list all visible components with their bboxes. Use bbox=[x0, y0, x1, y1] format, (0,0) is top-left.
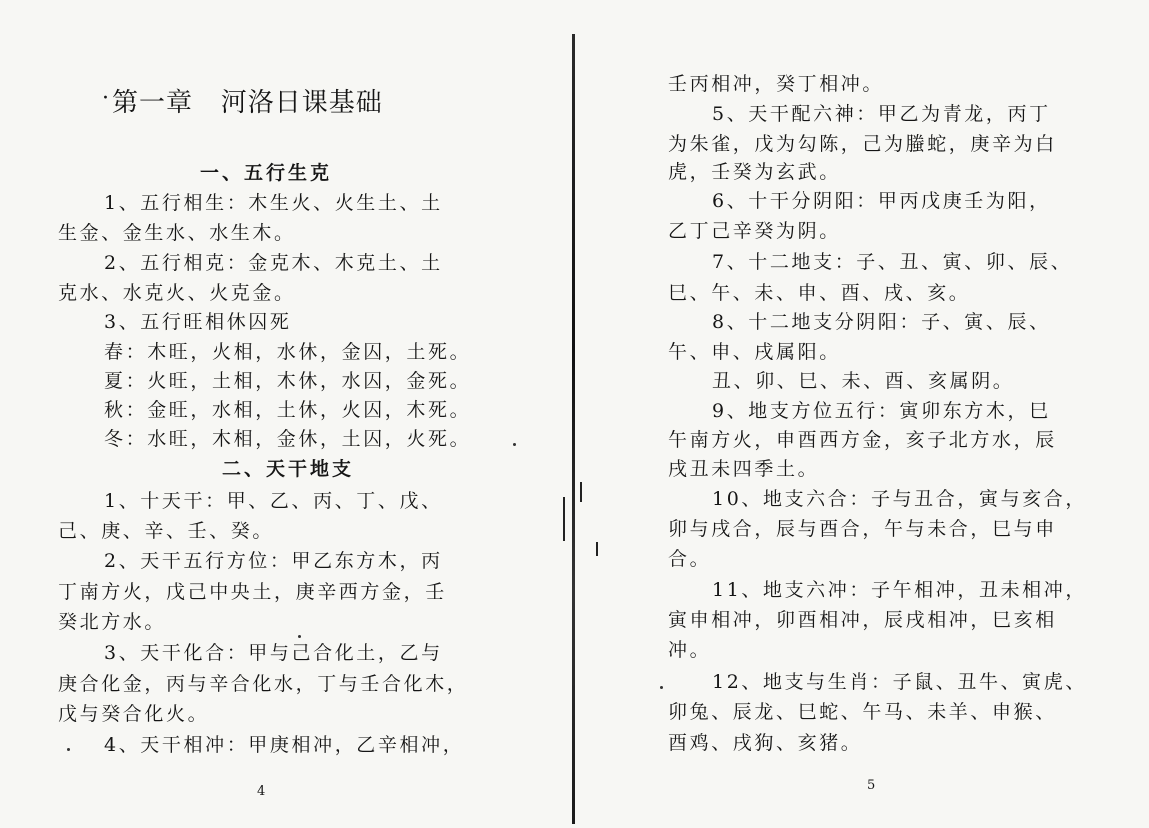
page-number: 4 bbox=[257, 784, 266, 799]
text-line: 克水、水克火、火克金。 bbox=[58, 282, 296, 304]
text-line: 丑、卯、巳、未、酉、亥属阴。 bbox=[712, 370, 1015, 392]
text-line: 乙丁己辛癸为阴。 bbox=[668, 220, 841, 242]
book-gutter bbox=[572, 34, 575, 824]
text-line: 巳、午、未、申、酉、戌、亥。 bbox=[668, 282, 971, 304]
text-line: 为朱雀，戊为勾陈，己为螣蛇，庚辛为白 bbox=[668, 133, 1057, 155]
text-line: 合。 bbox=[668, 548, 712, 570]
text-line: 8、十二地支分阴阳：子、寅、辰、 bbox=[712, 311, 1051, 333]
text-line: 戊与癸合化火。 bbox=[58, 703, 210, 725]
text-line: 3、五行旺相休囚死 bbox=[104, 311, 292, 333]
right-page bbox=[582, 0, 1149, 828]
text-line: 夏：火旺，土相，木休，水囚，金死。 bbox=[104, 370, 472, 392]
text-line: 己、庚、辛、壬、癸。 bbox=[58, 520, 275, 542]
text-line: 冬：水旺，木相，金休，土囚，火死。 bbox=[104, 428, 472, 450]
text-line: 戌丑未四季土。 bbox=[668, 458, 820, 480]
chapter-title: 第一章 河洛日课基础 bbox=[112, 88, 383, 118]
section-heading-wuxing: 一、五行生克 bbox=[200, 162, 333, 184]
text-line: 庚合化金，丙与辛合化水，丁与壬合化木， bbox=[58, 673, 469, 695]
text-line: 冲。 bbox=[668, 639, 712, 661]
text-line: 5、天干配六神：甲乙为青龙，丙丁 bbox=[712, 103, 1051, 125]
text-line: 10、地支六合：子与丑合，寅与亥合， bbox=[712, 488, 1087, 510]
text-line: 午、申、戌属阳。 bbox=[668, 341, 841, 363]
text-line: 春：木旺，火相，水休，金囚，土死。 bbox=[104, 341, 472, 363]
text-line: 11、地支六冲：子午相冲，丑未相冲， bbox=[712, 579, 1087, 601]
text-line: 丁南方火，戊己中央土，庚辛西方金，壬 bbox=[58, 581, 447, 603]
page-number: 5 bbox=[867, 778, 876, 793]
text-line: 秋：金旺，水相，土休，火囚，木死。 bbox=[104, 399, 472, 421]
section-heading-tiangan-dizhi: 二、天干地支 bbox=[222, 458, 355, 480]
text-line: 壬丙相冲，癸丁相冲。 bbox=[668, 73, 885, 95]
text-line: 酉鸡、戌狗、亥猪。 bbox=[668, 732, 863, 754]
text-line: 4、天干相冲：甲庚相冲，乙辛相冲， bbox=[104, 734, 465, 756]
text-line: 6、十干分阴阳：甲丙戊庚壬为阳， bbox=[712, 190, 1051, 212]
text-line: 午南方火，申酉西方金，亥子北方水，辰 bbox=[668, 429, 1057, 451]
decorative-dot: · bbox=[102, 86, 109, 111]
text-line: 寅申相冲，卯酉相冲，辰戌相冲，巳亥相 bbox=[668, 609, 1057, 631]
text-line: 卯与戌合，辰与酉合，午与未合，巳与申 bbox=[668, 518, 1057, 540]
text-line: 1、十天干：甲、乙、丙、丁、戊、 bbox=[104, 490, 443, 512]
scan-speck bbox=[67, 748, 70, 751]
text-line: 12、地支与生肖：子鼠、丑牛、寅虎、 bbox=[712, 671, 1087, 693]
text-line: 2、五行相克：金克木、木克土、土 bbox=[104, 252, 443, 274]
text-line: 7、十二地支：子、丑、寅、卯、辰、 bbox=[712, 251, 1073, 273]
text-line: 9、地支方位五行：寅卯东方木，巳 bbox=[712, 400, 1051, 422]
scan-speck bbox=[298, 635, 301, 638]
scan-mark bbox=[563, 497, 565, 541]
text-line: 2、天干五行方位：甲乙东方木，丙 bbox=[104, 550, 443, 572]
scan-speck bbox=[513, 443, 516, 446]
text-line: 卯兔、辰龙、巳蛇、午马、未羊、申猴、 bbox=[668, 701, 1057, 723]
text-line: 虎，壬癸为玄武。 bbox=[668, 161, 841, 183]
left-page bbox=[0, 0, 570, 828]
text-line: 癸北方水。 bbox=[58, 611, 167, 633]
scan-speck bbox=[660, 686, 663, 689]
text-line: 3、天干化合：甲与己合化土，乙与 bbox=[104, 642, 443, 664]
text-line: 生金、金生水、水生木。 bbox=[58, 222, 296, 244]
text-line: 1、五行相生：木生火、火生土、土 bbox=[104, 192, 443, 214]
